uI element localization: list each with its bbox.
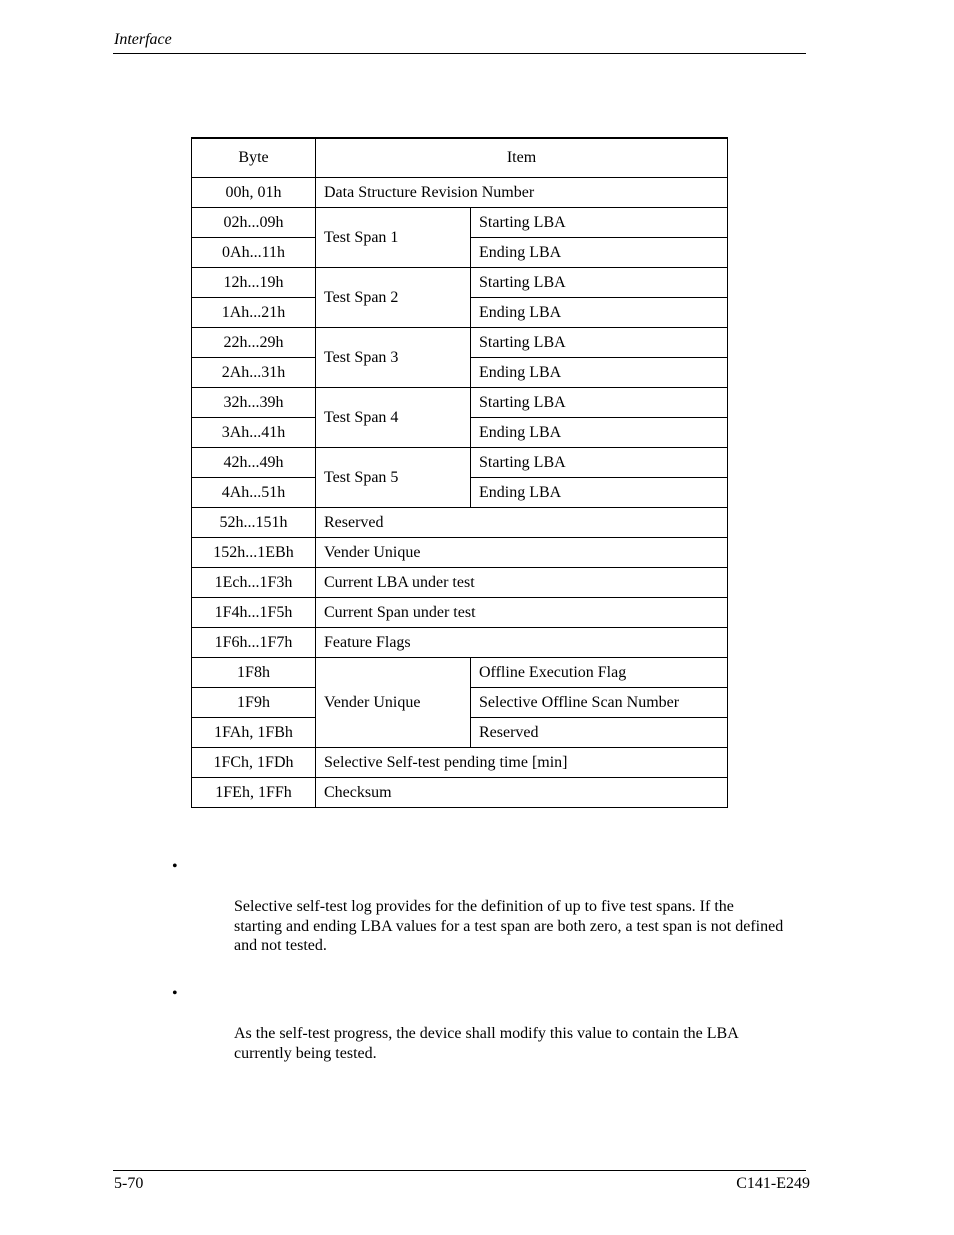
running-header: Interface <box>114 31 172 48</box>
byte-cell: 3Ah...41h <box>192 418 316 448</box>
table-row <box>192 508 728 538</box>
table-row <box>192 778 728 808</box>
byte-cell: 00h, 01h <box>192 178 316 208</box>
byte-cell: 4Ah...51h <box>192 478 316 508</box>
paragraph-test-spans: Selective self-test log provides for the definition of up to five test spans. If the starting and ending LBA values for a test span are both zero, a test span is not defined and not tested. <box>234 898 784 954</box>
group-cell: Test Span 2 <box>316 268 471 328</box>
byte-cell: 22h...29h <box>192 328 316 358</box>
item-cell: Current LBA under test <box>316 568 728 598</box>
item-cell: Current Span under test <box>316 598 728 628</box>
sub-item-cell: Ending LBA <box>471 238 728 268</box>
byte-cell: 12h...19h <box>192 268 316 298</box>
item-cell: Data Structure Revision Number <box>316 178 728 208</box>
sub-item-cell: Starting LBA <box>471 208 728 238</box>
byte-cell: 1FAh, 1FBh <box>192 718 316 748</box>
byte-cell: 1FEh, 1FFh <box>192 778 316 808</box>
group-cell: Vender Unique <box>316 658 471 748</box>
byte-cell: 0Ah...11h <box>192 238 316 268</box>
byte-cell: 1F6h...1F7h <box>192 628 316 658</box>
table-row <box>192 328 728 358</box>
sub-item-cell: Starting LBA <box>471 268 728 298</box>
bullet-marker-1: • <box>172 858 178 875</box>
byte-cell: 02h...09h <box>192 208 316 238</box>
table-row <box>192 268 728 298</box>
sub-item-cell: Starting LBA <box>471 448 728 478</box>
item-cell: Reserved <box>316 508 728 538</box>
byte-cell: 1FCh, 1FDh <box>192 748 316 778</box>
table-row <box>192 178 728 208</box>
table-row <box>192 388 728 418</box>
group-cell: Test Span 1 <box>316 208 471 268</box>
table-row <box>192 568 728 598</box>
sub-item-cell: Reserved <box>471 718 728 748</box>
group-cell: Test Span 3 <box>316 328 471 388</box>
paragraph-current-lba: As the self-test progress, the device shall modify this value to contain the LBA currently being tested. <box>234 1025 738 1062</box>
table-row <box>192 538 728 568</box>
byte-cell: 2Ah...31h <box>192 358 316 388</box>
column-header-item: Item <box>316 138 728 178</box>
item-cell: Feature Flags <box>316 628 728 658</box>
sub-item-cell: Starting LBA <box>471 328 728 358</box>
byte-cell: 32h...39h <box>192 388 316 418</box>
sub-item-cell: Ending LBA <box>471 418 728 448</box>
page-number: 5-70 <box>114 1175 144 1192</box>
table-row <box>192 748 728 778</box>
selective-self-test-log-table <box>191 137 728 808</box>
byte-cell: 42h...49h <box>192 448 316 478</box>
item-cell: Checksum <box>316 778 728 808</box>
table-row <box>192 448 728 478</box>
sub-item-cell: Ending LBA <box>471 358 728 388</box>
bullet-marker-2: • <box>172 985 178 1002</box>
table-header-row <box>192 138 728 178</box>
table-row <box>192 208 728 238</box>
table-row <box>192 658 728 688</box>
sub-item-cell: Starting LBA <box>471 388 728 418</box>
byte-cell: 1Ah...21h <box>192 298 316 328</box>
sub-item-cell: Selective Offline Scan Number <box>471 688 728 718</box>
byte-cell: 152h...1EBh <box>192 538 316 568</box>
item-cell: Vender Unique <box>316 538 728 568</box>
table-row <box>192 598 728 628</box>
byte-cell: 1Ech...1F3h <box>192 568 316 598</box>
document-id: C141-E249 <box>736 1175 810 1192</box>
table-row <box>192 628 728 658</box>
byte-cell: 52h...151h <box>192 508 316 538</box>
sub-item-cell: Ending LBA <box>471 298 728 328</box>
group-cell: Test Span 5 <box>316 448 471 508</box>
byte-cell: 1F9h <box>192 688 316 718</box>
column-header-byte: Byte <box>192 138 316 178</box>
header-divider <box>113 53 806 54</box>
group-cell: Test Span 4 <box>316 388 471 448</box>
byte-cell: 1F8h <box>192 658 316 688</box>
sub-item-cell: Offline Execution Flag <box>471 658 728 688</box>
item-cell: Selective Self-test pending time [min] <box>316 748 728 778</box>
footer-divider <box>113 1170 806 1171</box>
byte-cell: 1F4h...1F5h <box>192 598 316 628</box>
sub-item-cell: Ending LBA <box>471 478 728 508</box>
